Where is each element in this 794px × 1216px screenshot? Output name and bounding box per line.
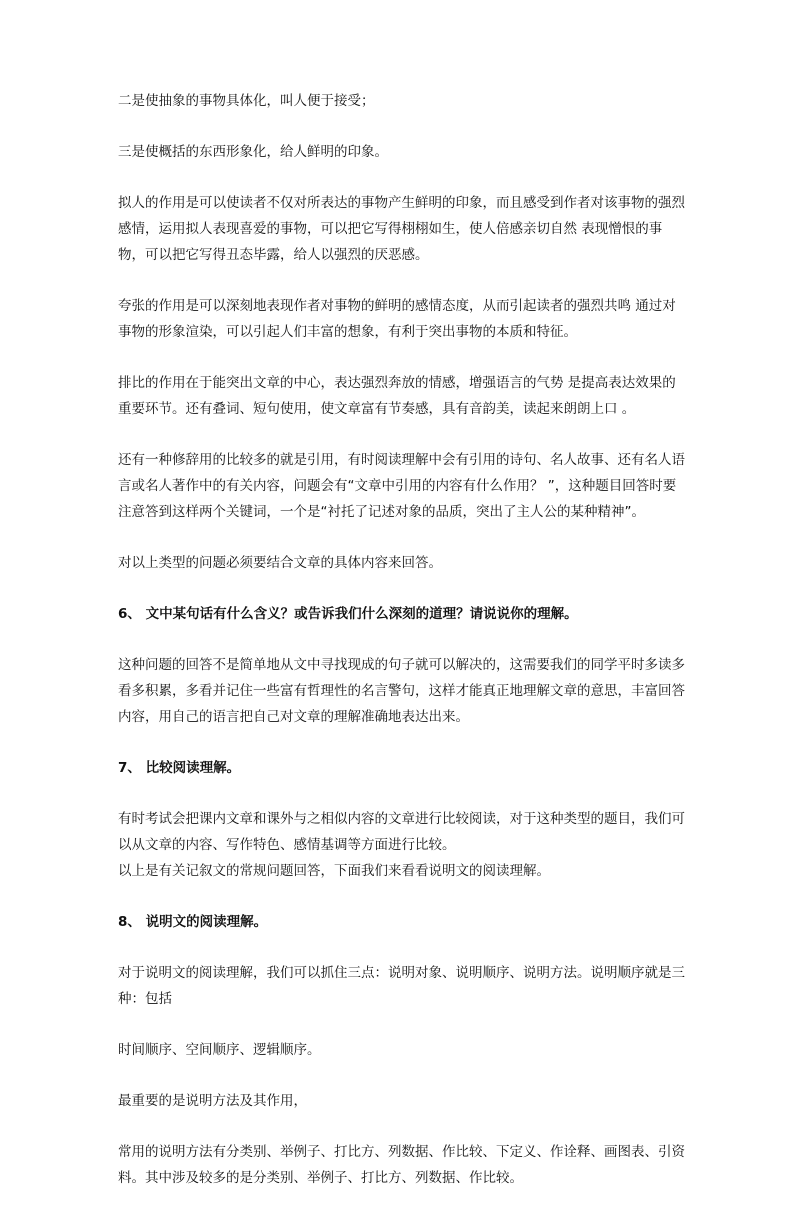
paragraph-understanding-sentences: 这种问题的回答不是简单地从文中寻找现成的句子就可以解决的，这需要我们的同学平时多读多看多积累，多看并记住一些富有哲理性的名言警句，这样才能真正地理解文章的意思，丰富回答内容，用自己的语言把自己对文章的理解准确地表达出来。 [118,657,685,725]
paragraph-explanation-orders: 时间顺序、空间顺序、逻辑顺序。 [118,1042,321,1058]
document-page [118,88,688,1216]
paragraph-exaggeration: 夸张的作用是可以深刻地表现作者对事物的鲜明的感情态度，从而引起读者的强烈共鸣 通过对事物的形象渲染，可以引起人们丰富的想象，有利于突出事物的本质和特征。 [118,298,676,340]
paragraph-abstract-to-concrete: 二是使抽象的事物具体化，叫人便于接受； [118,93,375,109]
heading-section-7: 7、 比较阅读理解。 [118,760,241,776]
paragraph-parallelism: 排比的作用在于能突出文章的中心，表达强烈奔放的情感，增强语言的气势 是提高表达效果的重要环节。还有叠词、短句使用，使文章富有节奏感，具有音韵美，读起来朗朗上口 。 [118,375,676,417]
paragraph-personification: 拟人的作用是可以使读者不仅对所表达的事物产生鲜明的印象，而且感受到作者对该事物的强烈感情，运用拟人表现喜爱的事物，可以把它写得栩栩如生，使人倍感亲切自然 表现憎恨的事物，可以把它写得丑态毕露，给人以强烈的厌恶感。 [118,195,685,263]
paragraph-quotation: 还有一种修辞用的比较多的就是引用，有时阅读理解中会有引用的诗句、名人故事、还有名人语言或名人著作中的有关内容，问题会有“文章中引用的内容有什么作用？ ”，这种题目回答时要注意答到这样两个关键词，一个是“衬托了记述对象的品质，突出了主人公的某种精神”。 [118,452,685,520]
paragraph-explanation-methods-importance: 最重要的是说明方法及其作用， [118,1093,307,1109]
heading-section-8: 8、 说明文的阅读理解。 [118,914,268,930]
paragraph-transition-expository: 以上是有关记叙文的常规问题回答，下面我们来看看说明文的阅读理解。 [118,863,550,879]
paragraph-general-to-vivid: 三是使概括的东西形象化，给人鲜明的印象。 [118,144,388,160]
paragraph-answer-with-content: 对以上类型的问题必须要结合文章的具体内容来回答。 [118,555,442,571]
paragraph-comparison-reading: 有时考试会把课内文章和课外与之相似内容的文章进行比较阅读，对于这种类型的题目，我们可以从文章的内容、写作特色、感情基调等方面进行比较。 [118,811,685,853]
paragraph-expository-three-points: 对于说明文的阅读理解，我们可以抓住三点：说明对象、说明顺序、说明方法。说明顺序就是三种：包括 [118,965,685,1007]
heading-section-6: 6、 文中某句话有什么含义？或告诉我们什么深刻的道理？请说说你的理解。 [118,606,578,622]
paragraph-common-explanation-methods: 常用的说明方法有分类别、举例子、打比方、列数据、作比较、下定义、作诠释、画图表、引资料。其中涉及较多的是分类别、举例子、打比方、列数据、作比较。 [118,1144,685,1186]
